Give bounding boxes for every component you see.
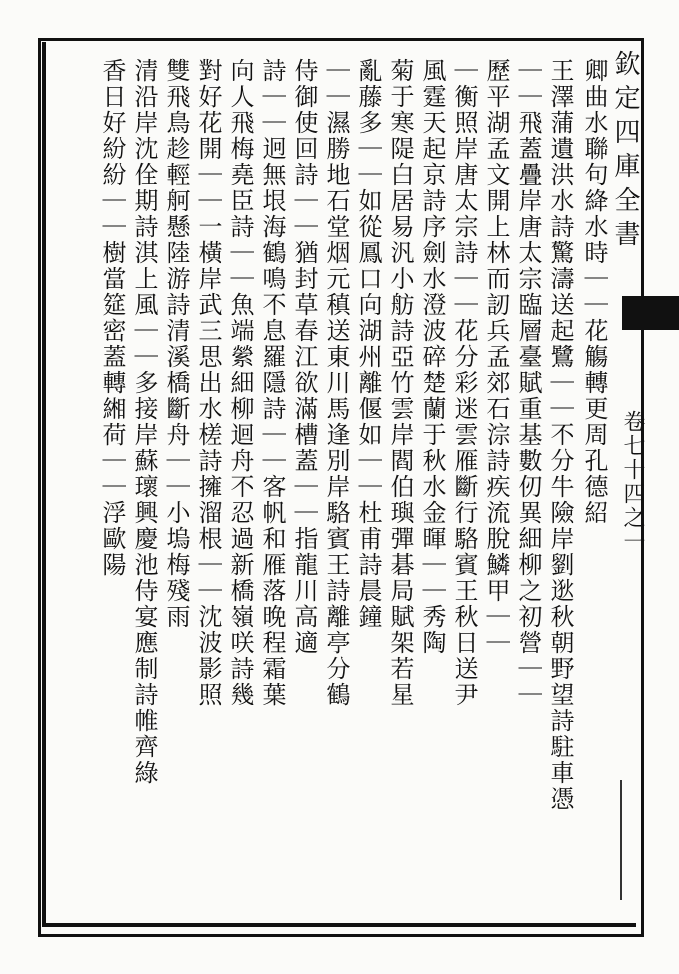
margin-rule <box>620 780 622 900</box>
column-text: ｜｜濕勝地石堂烟元稹送東川馬逢別岸駱賓王詩離亭分鶴 <box>322 58 350 708</box>
inner-border-left <box>42 42 46 927</box>
text-column-10 <box>290 58 318 924</box>
text-column-13 <box>194 58 222 924</box>
text-column-7 <box>386 58 414 924</box>
book-title: 欽定四庫全書 <box>610 50 640 254</box>
text-column-12 <box>226 58 254 924</box>
column-text: 對好花開｜｜一橫岸武三思出水槎詩擁溜根｜｜沈波影照 <box>194 58 222 708</box>
text-column-4 <box>482 58 510 924</box>
text-column-11 <box>258 58 286 924</box>
column-text: 歷平湖孟文開上林而訒兵孟郊石淙詩疾流脫鱗甲｜｜ <box>482 58 510 656</box>
text-column-15 <box>130 58 158 924</box>
text-column-6 <box>418 58 446 924</box>
column-text: 詩｜｜迥無垠海鶴鳴不息羅隱詩｜｜客帆和雁落晚程霜葉 <box>258 58 286 708</box>
column-text: 侍御使回詩｜｜猶封草春江欲滿槽蓋｜｜指龍川高適 <box>290 58 318 656</box>
column-text: 向人飛梅堯臣詩｜｜魚端縈細柳迴舟不忍過新橋嶺咲詩幾 <box>226 58 254 708</box>
text-column-16 <box>98 58 126 924</box>
column-text: 亂藤多｜｜如從鳳口向湖州離偃如｜｜杜甫詩晨鐘 <box>354 58 382 630</box>
text-column-8 <box>354 58 382 924</box>
column-text: 菊于寒隄白居易汎小舫詩亞竹雲岸閻伯璵彈碁局賦架若星 <box>386 58 414 708</box>
column-text: 王澤蒲遺洪水詩驚濤送起鷺｜｜不分牛險岸劉逖秋朝野望詩駐車憑 <box>546 58 574 812</box>
text-column-14 <box>162 58 190 924</box>
fish-tail-mark <box>622 296 679 330</box>
text-column-3 <box>514 58 542 924</box>
text-column-9 <box>322 58 350 924</box>
column-text: ｜｜飛蓋疊岸唐太宗臨層臺賦重基數仞異細柳之初營｜｜ <box>514 58 542 708</box>
column-text: ｜衡照岸唐太宗詩｜｜花分彩迷雲雁斷行駱賓王秋日送尹 <box>450 58 478 708</box>
column-text: 雙飛鳥趁輕舸懸陸游詩清溪橋斷舟｜｜小塢梅殘雨 <box>162 58 190 630</box>
text-column-5 <box>450 58 478 924</box>
column-text: 卿曲水聯句絳水時｜｜花觴轉更周孔德紹 <box>580 58 608 526</box>
column-text: 清沿岸沈佺期詩淇上風｜｜多接岸蘇瓌興慶池侍宴應制詩帷齊綠 <box>130 58 158 786</box>
text-column-2 <box>546 58 574 924</box>
column-text: 風霆天起京詩序劍水澄波碎楚蘭于秋水金暉｜｜秀陶 <box>418 58 446 656</box>
juan-number: 卷七十四之一 <box>620 410 645 554</box>
text-column-1 <box>580 58 608 924</box>
column-text: 香日好紛紛｜｜樹當筵密蓋轉緗荷｜｜浮歐陽 <box>98 58 126 578</box>
